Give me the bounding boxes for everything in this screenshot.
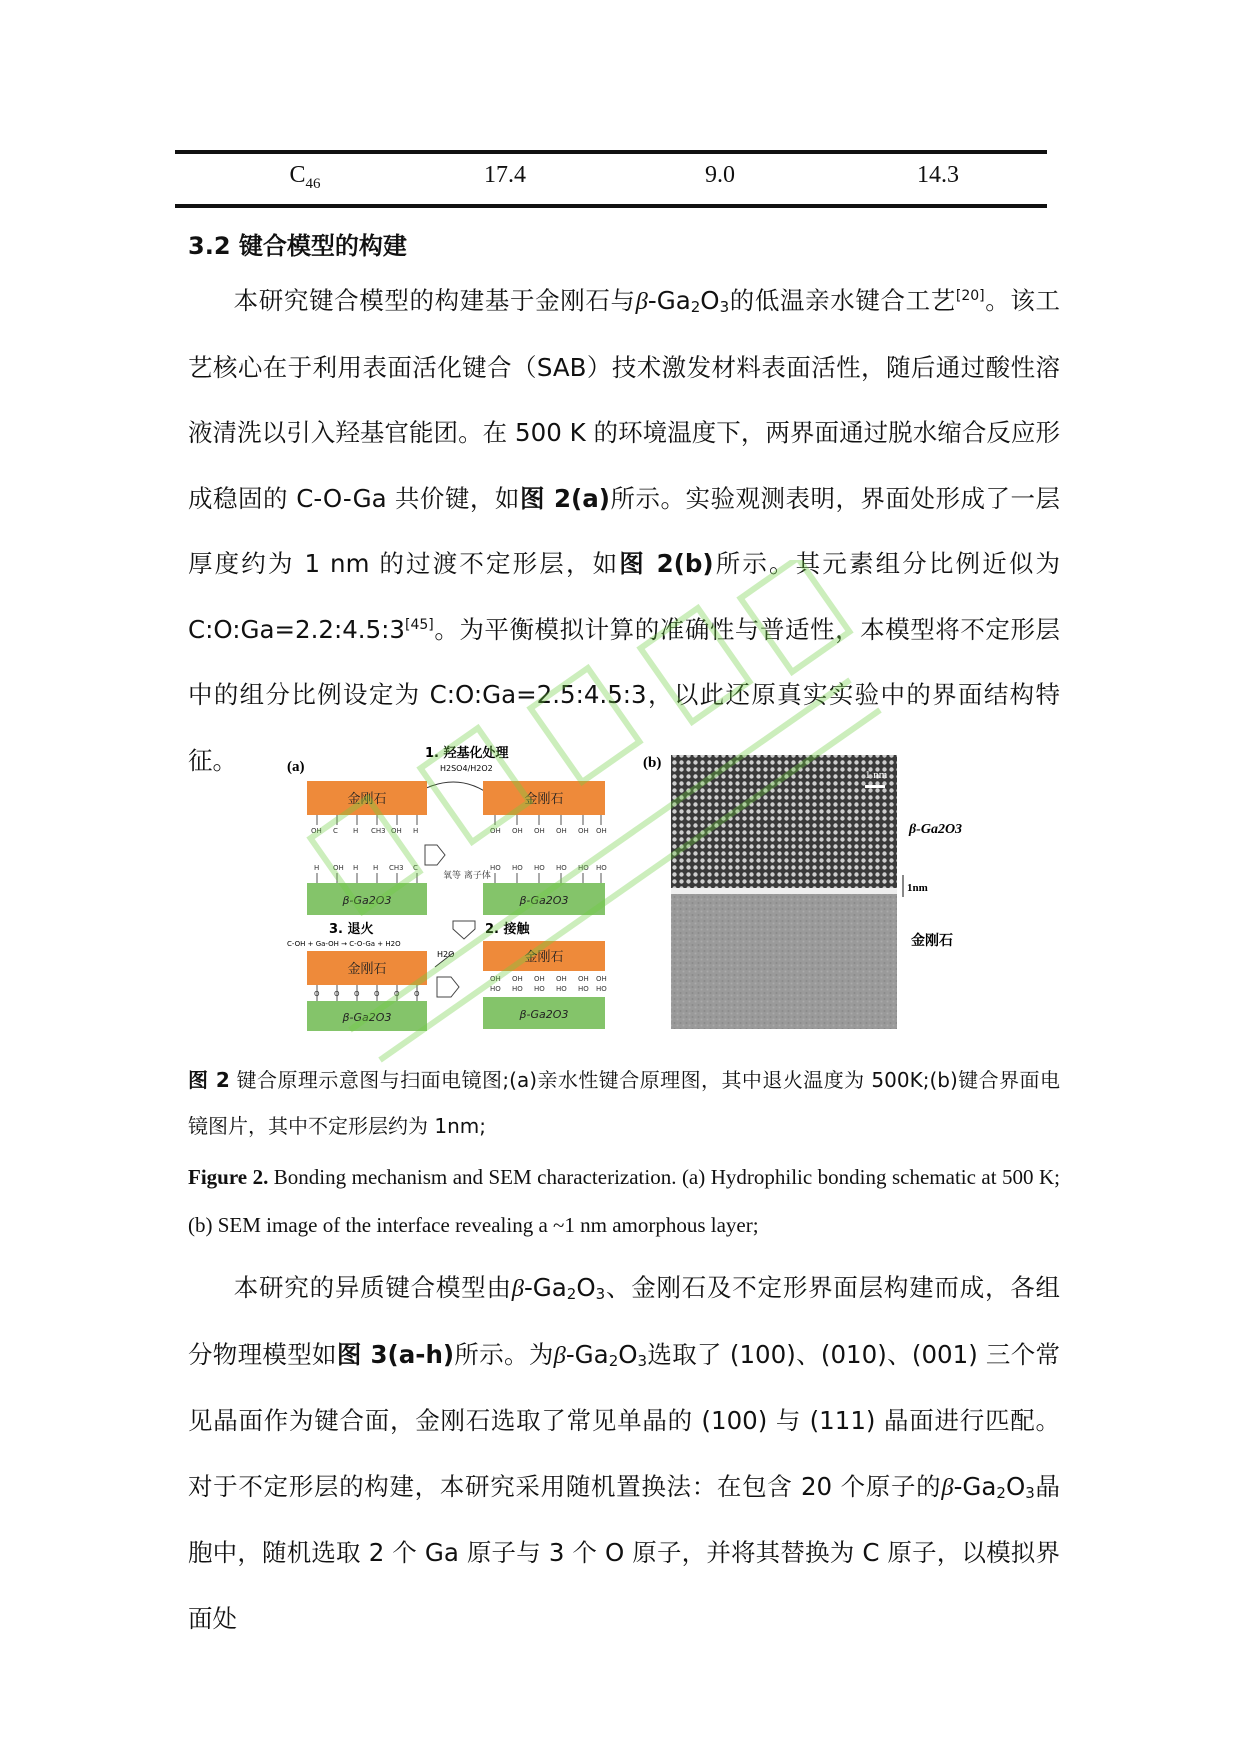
ga2o3-label: β-Ga2O3 [909, 822, 963, 837]
body-paragraph: 本研究键合模型的构建基于金刚石与$\beta-Ga_2O_3$的低温亲水键合工艺[20]。该工艺核心在于利用表面活化键合（SAB）技术激发材料表面活性，随后通过酸性溶液清洗以引入羟基官能团。在 500 K 的环境温度下，两界面通过脱水缩合反应形成稳固的 C-O-Ga 共价键，如图 2(a)所示。实验观测表明，界面处形成了一层厚度约为 1 nm 的过渡不定形层，如图 2(b)所示。其元素组分比例近似为 C:O:Ga=2.2:4.5:3[45]。为平衡模拟计算的准确性与普适性，本模型将不定形层中的组分比例设定为 C:O:Ga=2.5:4.5:3，以此还原真实实验中的界面结构特征。 [188, 286, 1061, 775]
svg-text:C: C [333, 827, 338, 835]
svg-text:OH: OH [512, 827, 523, 835]
arrow-icon [453, 921, 475, 939]
svg-text:β-Ga2O3: β-Ga2O3 [519, 894, 569, 907]
svg-text:HO: HO [556, 864, 567, 872]
svg-text:OH: OH [490, 975, 501, 983]
panel-label-b: (b) [643, 755, 662, 771]
table-bottom-rule [175, 204, 1047, 208]
svg-text:H: H [353, 827, 359, 835]
table-cell: 17.4 [484, 162, 526, 188]
step2-label: 2. 接触 [485, 922, 530, 937]
svg-text:金刚石: 金刚石 [524, 950, 564, 965]
step1-label: 1. 羟基化处理 [425, 746, 509, 761]
scale-bar-label: 1 nm [865, 769, 888, 781]
arrow-icon [437, 977, 459, 997]
svg-text:HO: HO [490, 985, 501, 993]
svg-text:OH: OH [578, 975, 589, 983]
svg-text:OH: OH [556, 975, 567, 983]
svg-text:OH: OH [512, 975, 523, 983]
svg-text:HO: HO [556, 985, 567, 993]
svg-text:CH3: CH3 [371, 827, 386, 835]
panel-label-a: (a) [287, 759, 305, 775]
svg-text:OH: OH [333, 864, 344, 872]
figure-2b-sem-image [643, 745, 993, 1035]
scale-bar [865, 785, 885, 788]
svg-text:OH: OH [311, 827, 322, 835]
svg-text:OH: OH [596, 975, 607, 983]
diamond-label: 金刚石 [911, 933, 953, 949]
figure-2a-schematic [285, 745, 625, 1035]
svg-text:OH: OH [391, 827, 402, 835]
svg-text:金刚石: 金刚石 [347, 792, 387, 807]
svg-text:HO: HO [596, 864, 607, 872]
svg-text:HO: HO [512, 864, 523, 872]
svg-text:OH: OH [490, 827, 501, 835]
arrow-icon [425, 845, 445, 865]
diamond-region [671, 894, 897, 1029]
svg-text:H: H [373, 864, 379, 872]
svg-text:β-Ga2O3: β-Ga2O3 [342, 1011, 392, 1024]
svg-text:O: O [314, 990, 320, 998]
svg-text:OH: OH [534, 827, 545, 835]
svg-text:H: H [314, 864, 320, 872]
figure-caption-cn: 图 2 键合原理示意图与扫面电镜图;(a)亲水性键合原理图，其中退火温度为 500K;(b)键合界面电镜图片，其中不定形层约为 1nm; [188, 1068, 1060, 1138]
svg-text:HO: HO [578, 985, 589, 993]
step1-reagent: H2SO4/H2O2 [440, 764, 493, 773]
svg-text:OH: OH [556, 827, 567, 835]
svg-text:OH: OH [596, 827, 607, 835]
svg-text:HO: HO [534, 864, 545, 872]
step3-reaction: C-OH + Ga-OH → C-O-Ga + H2O [287, 940, 401, 948]
figure-caption-en: Figure 2. Bonding mechanism and SEM characterization. (a) Hydrophilic bonding schematic at 500 K; (b) SEM image of the interface revealing a ~1 nm amorphous layer; [188, 1165, 1060, 1237]
table-cell: 14.3 [917, 162, 959, 188]
figure-ref: 图 2(b) [619, 549, 714, 578]
plasma-label: 氧等 离子体 [443, 871, 491, 881]
svg-text:CH3: CH3 [389, 864, 404, 872]
svg-text:O: O [414, 990, 420, 998]
figure-ref: 图 3(a-h) [336, 1339, 455, 1369]
svg-text:HO: HO [596, 985, 607, 993]
svg-text:金刚石: 金刚石 [347, 962, 387, 977]
svg-text:β-Ga2O3: β-Ga2O3 [342, 894, 392, 907]
ga2o3-lattice-region [671, 755, 897, 893]
table-cell: 9.0 [705, 162, 735, 188]
svg-text:金刚石: 金刚石 [524, 792, 564, 807]
svg-text:OH: OH [578, 827, 589, 835]
amorphous-layer [671, 888, 897, 894]
svg-text:O: O [394, 990, 400, 998]
svg-text:HO: HO [490, 864, 501, 872]
svg-text:H: H [413, 827, 419, 835]
step3-label: 3. 退火 [329, 922, 374, 937]
svg-text:HO: HO [534, 985, 545, 993]
svg-text:OH: OH [534, 975, 545, 983]
svg-text:O: O [334, 990, 340, 998]
table-row-label: $C_{46}$ [289, 162, 321, 192]
svg-text:β-Ga2O3: β-Ga2O3 [519, 1008, 569, 1021]
svg-text:HO: HO [512, 985, 523, 993]
body-paragraph: 本研究的异质键合模型由$\beta-Ga_2O_3$、金刚石及不定形界面层构建而成，各组分物理模型如图 3(a-h)所示。为$\beta-Ga_2O_3$选取了 (100)、(010)、(001) 三个常见晶面作为键合面，金刚石选取了常见单晶的 (100) 与 (111) 晶面进行匹配。对于不定形层的构建，本研究采用随机置换法：在包含 20 个原子的$\beta-Ga_2O_3$晶胞中，随机选取 2 个 Ga 原子与 3 个 O 原子，并将其替换为 C 原子，以模拟界面处 [188, 1273, 1061, 1633]
svg-text:C: C [413, 864, 418, 872]
svg-text:O: O [354, 990, 360, 998]
svg-text:HO: HO [578, 864, 589, 872]
section-title: 3.2 键合模型的构建 [188, 232, 407, 260]
table-top-rule [175, 150, 1047, 154]
water-label: H2O [437, 950, 455, 959]
interface-thickness-label: 1nm [907, 882, 928, 894]
svg-text:O: O [374, 990, 380, 998]
svg-text:H: H [353, 864, 359, 872]
figure-ref: 图 2(a) [519, 483, 610, 513]
